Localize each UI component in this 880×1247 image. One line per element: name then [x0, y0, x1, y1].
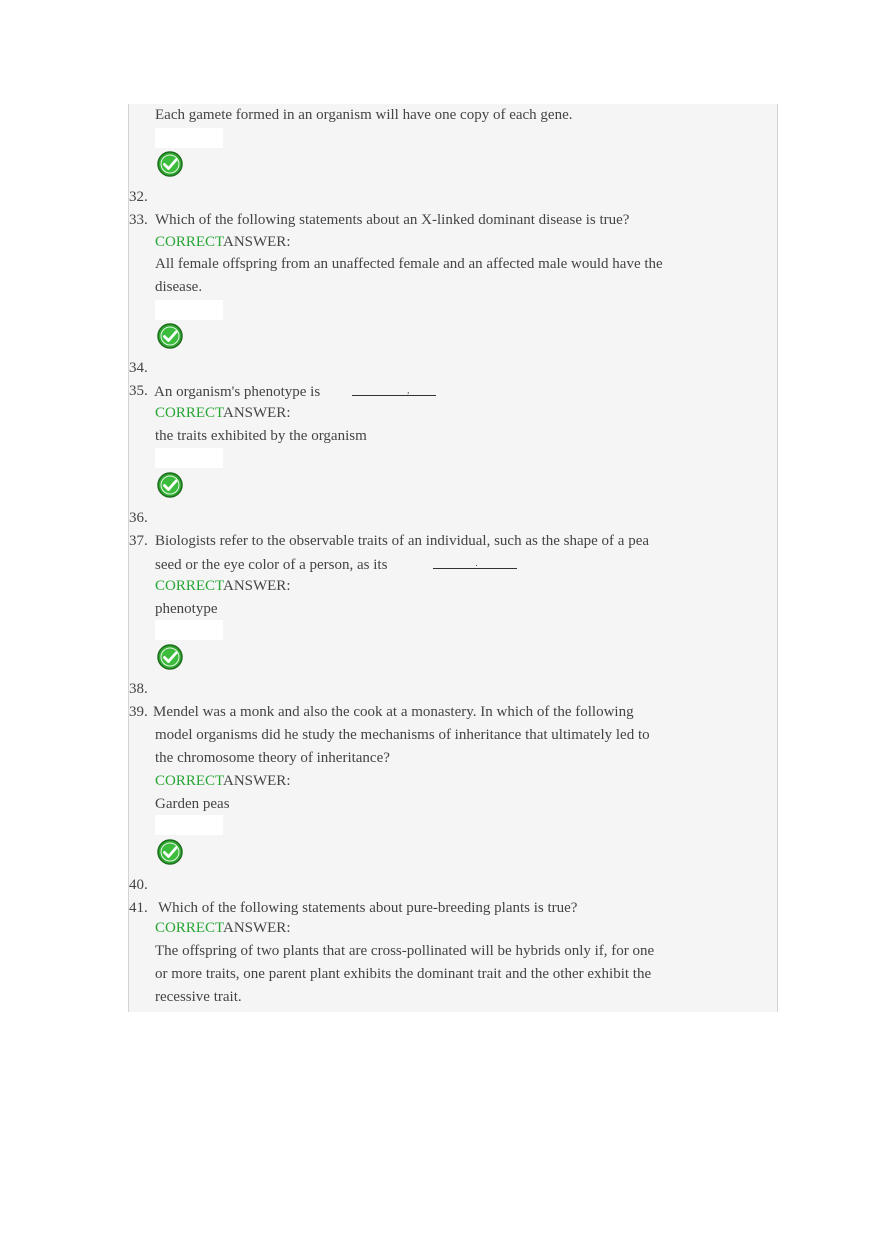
correct-answer-label — [155, 404, 290, 422]
answer-word: ANSWER: — [222, 405, 291, 421]
blank-mark: , — [407, 385, 410, 395]
question-text — [154, 382, 436, 401]
intro-answer: Each gamete formed in an organism will have one copy of each gene. — [155, 107, 573, 123]
answer-word: ANSWER: — [222, 920, 291, 936]
question-number: 40. — [129, 877, 148, 893]
question-text: the chromosome theory of inheritance? — [155, 750, 390, 766]
correct-answer-label — [155, 233, 290, 251]
answer-text — [155, 940, 654, 1009]
answer-line: All female offspring from an unaffected female and an affected male would have the — [155, 256, 663, 272]
correct-answer-label — [155, 772, 290, 790]
question-text: Biologists refer to the observable traits of an individual, such as the shape of a pea — [155, 533, 650, 549]
question-text: Mendel was a monk and also the cook at a monastery. In which of the following — [153, 704, 634, 720]
question-text: Which of the following statements about pure-breeding plants is true? — [158, 900, 578, 916]
answer-feedback-box — [155, 128, 223, 148]
question-line: seed or the eye color of a person, as its — [155, 557, 388, 573]
answer-word: ANSWER: — [222, 773, 291, 789]
blank-mark: . — [475, 558, 478, 568]
answer-feedback-box — [155, 620, 223, 640]
correct-check-icon — [157, 472, 183, 498]
question-number: 41. — [129, 900, 148, 916]
answer-text: the traits exhibited by the organism — [155, 428, 367, 444]
answer-feedback-box — [155, 300, 223, 320]
correct-answer-label — [155, 919, 290, 937]
answer-line: The offspring of two plants that are cross-pollinated will be hybrids only if, for one — [155, 943, 655, 959]
answer-word: ANSWER: — [222, 578, 291, 594]
correct-word: CORRECT — [155, 234, 223, 250]
question-number: 35. — [129, 383, 148, 399]
answer-line: or more traits, one parent plant exhibits the dominant trait and the other exhibit the — [155, 966, 652, 982]
question-number: 38. — [129, 681, 148, 697]
correct-check-icon — [157, 839, 183, 865]
question-line: An organism's phenotype is — [154, 384, 321, 400]
answer-line: recessive trait. — [155, 989, 242, 1005]
question-text — [155, 555, 517, 574]
question-number: 34. — [129, 360, 148, 376]
correct-answer-label — [155, 577, 290, 595]
correct-word: CORRECT — [155, 578, 223, 594]
answer-word: ANSWER: — [222, 234, 291, 250]
question-text: Which of the following statements about an X-linked dominant disease is true? — [155, 212, 630, 228]
answer-feedback-box — [155, 448, 223, 468]
question-number: 33. — [129, 212, 148, 228]
question-number: 32. — [129, 189, 148, 205]
answer-line: disease. — [155, 279, 203, 295]
correct-word: CORRECT — [155, 920, 223, 936]
correct-check-icon — [157, 151, 183, 177]
question-number: 39. — [129, 704, 148, 720]
question-text: model organisms did he study the mechanisms of inheritance that ultimately led to — [155, 727, 650, 743]
correct-check-icon — [157, 323, 183, 349]
question-number: 37. — [129, 533, 148, 549]
fill-in-blank — [433, 555, 517, 569]
answer-text — [155, 253, 663, 299]
correct-check-icon — [157, 644, 183, 670]
answer-text: phenotype — [155, 601, 218, 617]
correct-word: CORRECT — [155, 405, 223, 421]
answer-feedback-box — [155, 815, 223, 835]
answer-text: Garden peas — [155, 796, 230, 812]
question-number: 36. — [129, 510, 148, 526]
correct-word: CORRECT — [155, 773, 223, 789]
fill-in-blank — [352, 382, 436, 396]
